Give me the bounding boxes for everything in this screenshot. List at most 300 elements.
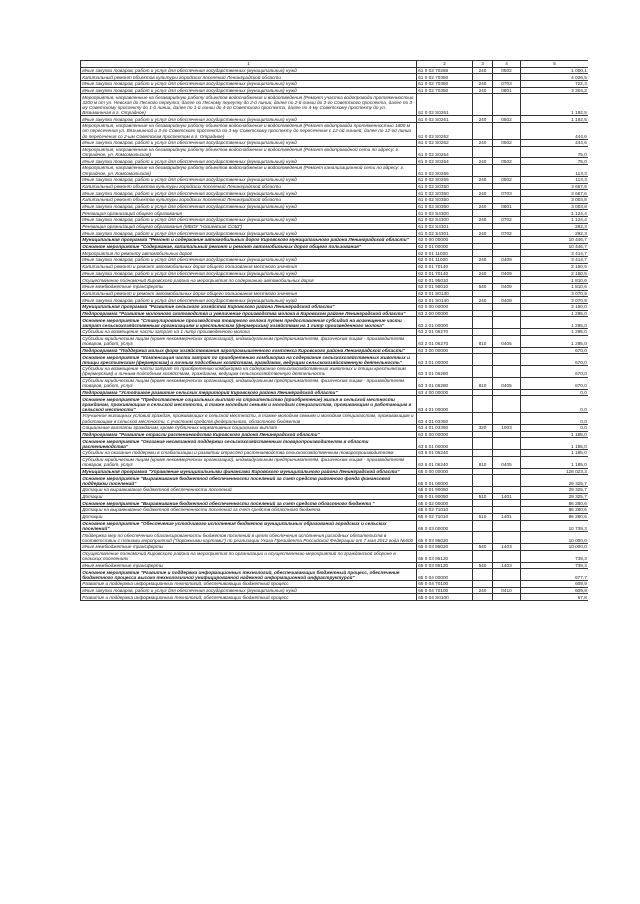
row-name-cell: Основное мероприятие "Выравнивание бюджетной обеспеченности поселений за счет средств районного фонда финансовой поддержки поселений" <box>81 475 417 487</box>
row-section-cell <box>493 74 521 81</box>
row-expense-type-cell <box>473 310 493 317</box>
row-section-cell: 0502 <box>493 176 521 183</box>
row-expense-type-cell <box>473 520 493 532</box>
row-code-cell: 63 5 00 00000 <box>417 431 473 438</box>
row-name-cell: Муниципальная программа "Ремонт и содержание автомобильных дорог Кировского муниципального района Ленинградской области" <box>81 237 417 244</box>
table-row <box>81 493 589 500</box>
row-code-cell: 61 0 02 S0264 <box>417 158 473 165</box>
row-section-cell <box>493 310 521 317</box>
row-section-cell <box>493 431 521 438</box>
row-name-cell: Субсидии юридическим лицам (кроме некоммерческих организаций), индивидуальным предпринимателям, физическим лицам - производителям товаров, работ, услуг <box>81 335 417 347</box>
row-code-cell: 61 0 02 S0350 <box>417 203 473 210</box>
row-name-cell: Развитие и поддержка информационных технологий, обеспечивающих бюджетный процесс <box>81 594 417 601</box>
row-code-cell: 62 0 01 S0140 <box>417 297 473 304</box>
row-amount-cell: 3 003,8 <box>521 196 589 203</box>
table-row <box>81 297 589 304</box>
row-section-cell <box>493 389 521 396</box>
row-name-cell: Социальные выплаты гражданам, кроме публичных нормативных социальных выплат <box>81 424 417 431</box>
row-code-cell: 61 0 02 70265 <box>417 67 473 74</box>
row-section-cell: 0410 <box>493 587 521 594</box>
row-expense-type-cell <box>473 146 493 158</box>
header-cell-vr: 3 <box>473 61 493 68</box>
row-name-cell: Муниципальная программа "Развитие сельского хозяйства Кировского района Ленинградской области" <box>81 303 417 310</box>
table-row <box>81 587 589 594</box>
row-expense-type-cell: 240 <box>473 67 493 74</box>
row-section-cell <box>493 532 521 544</box>
row-name-cell: Основное мероприятие "Оказание несвязанной поддержки сельскохозяйственным товаропроизводителям в области растениеводства" <box>81 438 417 450</box>
row-section-cell <box>493 196 521 203</box>
table-row <box>81 283 589 290</box>
table-row <box>81 377 589 389</box>
row-section-cell: 0405 <box>493 377 521 389</box>
row-amount-cell: 670,0 <box>521 377 589 389</box>
row-name-cell: Субсидии юридическим лицам (кроме некоммерческих организаций), индивидуальным предпринимателям, физическим лицам - производителям товаров, работ, услуг <box>81 456 417 468</box>
row-code-cell: 65 0 01 00000 <box>417 475 473 487</box>
row-amount-cell: 1 185,0 <box>521 450 589 457</box>
table-row <box>81 413 589 425</box>
row-code-cell: 61 0 02 70350 <box>417 74 473 81</box>
row-section-cell: 0502 <box>493 67 521 74</box>
row-expense-type-cell <box>473 581 493 588</box>
table-row <box>81 290 589 297</box>
row-expense-type-cell <box>473 500 493 507</box>
row-code-cell: 61 0 02 70350 <box>417 81 473 88</box>
row-name-cell: Иные закупки товаров, работ и услуг для обеспечения государственных (муниципальных) нужд <box>81 297 417 304</box>
row-expense-type-cell <box>473 431 493 438</box>
row-section-cell: 1401 <box>493 513 521 520</box>
row-expense-type-cell: 240 <box>473 217 493 224</box>
row-section-cell: 0405 <box>493 335 521 347</box>
row-section-cell: 1003 <box>493 424 521 431</box>
row-section-cell <box>493 210 521 217</box>
table-row <box>81 74 589 81</box>
row-code-cell: 61 0 02 S0350 <box>417 196 473 203</box>
row-code-cell: 62 0 01 70140 <box>417 263 473 270</box>
row-name-cell: Поддержка мер по обеспечению сбалансированности бюджетов поселений в целях обеспечения исполнения расходных обязательств в соответствии с планами мероприятий ("дорожными картами") по реализации Указа Президента Российской Федерации от 7 мая 2012 года №600 <box>81 532 417 544</box>
row-name-cell: Мероприятия, направленные на безаварийную работу объектов водоснабжения и водоотведения (Ремонт водопроводной сети по адресу: г. Отрадное, ул. Комсомольская) <box>81 146 417 158</box>
row-name-cell: Иные закупки товаров, работ и услуг для обеспечения государственных (муниципальных) нужд <box>81 67 417 74</box>
row-name-cell: Иные закупки товаров, работ и услуг для обеспечения государственных (муниципальных) нужд <box>81 217 417 224</box>
table-row <box>81 230 589 237</box>
row-name-cell: Иные закупки товаров, работ и услуг для обеспечения государственных (муниципальных) нужд <box>81 87 417 94</box>
row-amount-cell: 0,0 <box>521 424 589 431</box>
table-row <box>81 532 589 544</box>
row-section-cell <box>493 290 521 297</box>
row-code-cell: 63 2 00 00000 <box>417 310 473 317</box>
table-row <box>81 456 589 468</box>
row-expense-type-cell: 540 <box>473 562 493 569</box>
row-code-cell: 61 0 02 S4301 <box>417 230 473 237</box>
row-section-cell: 1403 <box>493 562 521 569</box>
table-row <box>81 310 589 317</box>
row-amount-cell: 67,8 <box>521 594 589 601</box>
row-amount-cell: 1 192,5 <box>521 94 589 116</box>
row-amount-cell: 292,3 <box>521 223 589 230</box>
header-cell-code: 2 <box>417 61 473 68</box>
row-expense-type-cell <box>473 594 493 601</box>
row-amount-cell: 1 295,0 <box>521 329 589 336</box>
row-code-cell: 62 0 01 00000 <box>417 243 473 250</box>
row-expense-type-cell <box>473 396 493 413</box>
row-section-cell <box>493 500 521 507</box>
row-section-cell <box>493 581 521 588</box>
row-amount-cell: 0,0 <box>521 389 589 396</box>
row-section-cell <box>493 550 521 562</box>
row-name-cell: Иные закупки товаров, работ и услуг для обеспечения государственных (муниципальных) нужд <box>81 176 417 183</box>
row-amount-cell: 113,3 <box>521 165 589 177</box>
row-section-cell <box>493 487 521 494</box>
row-name-cell: Иные закупки товаров, работ и услуг для обеспечения государственных (муниципальных) нужд <box>81 203 417 210</box>
table-row <box>81 550 589 562</box>
row-amount-cell: 1 295,0 <box>521 310 589 317</box>
table-row <box>81 94 589 116</box>
table-row <box>81 116 589 123</box>
row-code-cell: 61 0 02 S0262 <box>417 139 473 146</box>
table-row <box>81 257 589 264</box>
row-expense-type-cell: 240 <box>473 158 493 165</box>
row-amount-cell: 1 810,6 <box>521 277 589 284</box>
row-name-cell: Улучшение жилищных условий граждан, проживающих в сельской местности, в также молодым семьям и молодым специалистам, проживающим и работающим в сельской местности, с участием средств федерального, областного бюджетов <box>81 413 417 425</box>
row-expense-type-cell: 240 <box>473 587 493 594</box>
row-code-cell: 62 0 01 11020 <box>417 257 473 264</box>
table-row <box>81 520 589 532</box>
row-expense-type-cell: 240 <box>473 116 493 123</box>
row-expense-type-cell: 240 <box>473 257 493 264</box>
row-section-cell <box>493 237 521 244</box>
row-code-cell: 63 3 00 00000 <box>417 347 473 354</box>
row-expense-type-cell <box>473 389 493 396</box>
row-section-cell <box>493 569 521 581</box>
row-section-cell <box>493 396 521 413</box>
row-name-cell: Основное мероприятие "Предоставление социальных выплат на строительство (приобретение) жилья в сельской местности гражданам, проживающим в сельской местности, в также молодым семьям и молодым специалистам, проживающим и работающим в сельской местности" <box>81 396 417 413</box>
row-code-cell: 65 0 04 70100 <box>417 581 473 588</box>
row-amount-cell: 3 003,8 <box>521 203 589 210</box>
row-amount-cell: 739,3 <box>521 562 589 569</box>
row-section-cell: 0801 <box>493 203 521 210</box>
row-section-cell <box>493 468 521 475</box>
row-amount-cell: 3 667,6 <box>521 190 589 197</box>
table-row <box>81 270 589 277</box>
table-row <box>81 203 589 210</box>
row-expense-type-cell <box>473 290 493 297</box>
row-expense-type-cell <box>473 237 493 244</box>
row-amount-cell: 10 446,7 <box>521 237 589 244</box>
row-expense-type-cell <box>473 165 493 177</box>
row-section-cell: 0703 <box>493 190 521 197</box>
row-name-cell: Иные закупки товаров, работ и услуг для обеспечения государственных (муниципальных) нужд <box>81 257 417 264</box>
table-row <box>81 450 589 457</box>
header-cell-rz: 4 <box>493 61 521 68</box>
row-amount-cell: 3 414,7 <box>521 257 589 264</box>
row-expense-type-cell <box>473 468 493 475</box>
row-expense-type-cell <box>473 487 493 494</box>
row-name-cell: Осуществление полномочий Кировского района на мероприятия по организации и осуществлению мероприятий по гражданской обороне в сельских поселениях <box>81 550 417 562</box>
table-row <box>81 396 589 413</box>
row-code-cell: 61 0 02 S4300 <box>417 210 473 217</box>
row-expense-type-cell <box>473 550 493 562</box>
row-name-cell: Капитальный ремонт и ремонт автомобильных дорог общего пользования местного значения <box>81 263 417 270</box>
row-code-cell: 65 0 03 95120 <box>417 550 473 562</box>
row-name-cell: Подпрограмма "Поддержка малых форм хозяйствования агропромышленного комплекса Кировского района Ленинградской области" <box>81 347 417 354</box>
row-name-cell: Реновация организаций общего образования (МБОУ "Назиевская СОШ") <box>81 223 417 230</box>
row-code-cell: 62 0 00 00000 <box>417 237 473 244</box>
table-row <box>81 67 589 74</box>
row-amount-cell: 1 124,4 <box>521 210 589 217</box>
row-section-cell <box>493 277 521 284</box>
table-row <box>81 196 589 203</box>
row-amount-cell: 128 023,3 <box>521 468 589 475</box>
row-section-cell <box>493 146 521 158</box>
row-name-cell: Дотации на выравнивание бюджетной обеспеченности поселений за счет средств областного бюджета <box>81 507 417 514</box>
table-row <box>81 317 589 329</box>
header-cell-sum: 5 <box>521 61 589 68</box>
row-code-cell: 65 0 02 00000 <box>417 500 473 507</box>
row-name-cell: Капитальный ремонт и ремонт автомобильных дорог общего пользования местного значения <box>81 290 417 297</box>
row-code-cell: 63 5 01 06240 <box>417 450 473 457</box>
row-name-cell: Иные закупки товаров, работ и услуг для обеспечения государственных (муниципальных) нужд <box>81 81 417 88</box>
row-amount-cell: 10 000,0 <box>521 544 589 551</box>
row-section-cell <box>493 243 521 250</box>
row-amount-cell: 1 192,5 <box>521 116 589 123</box>
row-code-cell: 62 0 01 S0140 <box>417 290 473 297</box>
row-amount-cell: 444,6 <box>521 139 589 146</box>
row-code-cell: 61 0 02 S4300 <box>417 217 473 224</box>
row-code-cell: 62 0 01 95010 <box>417 277 473 284</box>
table-row <box>81 562 589 569</box>
row-amount-cell: 1 000,1 <box>521 67 589 74</box>
row-code-cell: 61 0 02 S0265 <box>417 176 473 183</box>
row-code-cell: 61 0 02 S0261 <box>417 116 473 123</box>
row-amount-cell: 3 414,7 <box>521 250 589 257</box>
row-expense-type-cell: 810 <box>473 377 493 389</box>
table-body <box>81 67 589 600</box>
row-section-cell <box>493 223 521 230</box>
row-name-cell: Подпрограмма "Развитие молочного скотоводства и увеличение производства молока в Кировском районе Ленинградской области" <box>81 310 417 317</box>
row-amount-cell: 3 667,6 <box>521 183 589 190</box>
row-amount-cell: 1 185,0 <box>521 431 589 438</box>
row-amount-cell: 29 325,7 <box>521 475 589 487</box>
row-expense-type-cell <box>473 475 493 487</box>
row-code-cell: 63 4 01 00000 <box>417 396 473 413</box>
row-code-cell: 63 2 01 06270 <box>417 335 473 347</box>
row-name-cell: Капитальный ремонт объектов культуры городских поселений Ленинградской области <box>81 74 417 81</box>
row-expense-type-cell: 810 <box>473 335 493 347</box>
row-expense-type-cell: 320 <box>473 424 493 431</box>
table-row <box>81 87 589 94</box>
row-expense-type-cell: 810 <box>473 456 493 468</box>
row-amount-cell: 1 124,4 <box>521 217 589 224</box>
row-amount-cell: 2 150,5 <box>521 270 589 277</box>
row-section-cell <box>493 303 521 310</box>
row-code-cell: 61 0 02 S0265 <box>417 165 473 177</box>
row-code-cell: 63 2 01 00000 <box>417 317 473 329</box>
row-section-cell <box>493 594 521 601</box>
table-row <box>81 277 589 284</box>
table-row <box>81 210 589 217</box>
table-row <box>81 329 589 336</box>
row-amount-cell: 722,3 <box>521 81 589 88</box>
row-section-cell <box>493 354 521 366</box>
row-amount-cell: 0,0 <box>521 396 589 413</box>
table-row <box>81 544 589 551</box>
table-row <box>81 81 589 88</box>
table-row <box>81 243 589 250</box>
table-row <box>81 468 589 475</box>
row-expense-type-cell <box>473 347 493 354</box>
row-section-cell: 0409 <box>493 283 521 290</box>
row-section-cell <box>493 183 521 190</box>
row-name-cell: Мероприятия по ремонту автомобильных дорог <box>81 250 417 257</box>
table-row <box>81 303 589 310</box>
table-row <box>81 581 589 588</box>
table-row <box>81 190 589 197</box>
row-expense-type-cell: 540 <box>473 544 493 551</box>
table-row <box>81 431 589 438</box>
row-expense-type-cell <box>473 183 493 190</box>
row-code-cell: 61 0 02 S0350 <box>417 183 473 190</box>
row-section-cell: 0405 <box>493 456 521 468</box>
row-name-cell: Иные межбюджетные трансферты <box>81 544 417 551</box>
row-amount-cell: 292,3 <box>521 230 589 237</box>
row-name-cell: Дотации <box>81 513 417 520</box>
table-row <box>81 250 589 257</box>
row-name-cell: Основное мероприятие "Компенсация части затрат по приобретению комбикорма на содержание сельскохозяйственных животных и птицы крестьянским (фермерским) и личным подсобным хозяйствам, гражданам, ведущим сельскохозяйственную деятельность" <box>81 354 417 366</box>
row-expense-type-cell <box>473 263 493 270</box>
table-row <box>81 237 589 244</box>
row-code-cell: 62 0 01 95010 <box>417 283 473 290</box>
table-row <box>81 438 589 450</box>
row-name-cell: Основное мероприятие "Развитие и поддержка информационных технологий, обеспечивающих бюджетный процесс, обеспечение бюджетного процесса высоко технологичной унифицированной надежной информационной инфраструктурой" <box>81 569 417 581</box>
row-section-cell: 0502 <box>493 139 521 146</box>
row-expense-type-cell: 240 <box>473 297 493 304</box>
table-row <box>81 366 589 378</box>
row-code-cell: 65 0 04 70100 <box>417 587 473 594</box>
row-amount-cell: 29 325,7 <box>521 493 589 500</box>
row-expense-type-cell: 510 <box>473 513 493 520</box>
row-expense-type-cell <box>473 329 493 336</box>
row-section-cell <box>493 317 521 329</box>
row-name-cell: Подпрограмма "Развитие отрасли растениеводства Кировского района Ленинградской области" <box>81 431 417 438</box>
row-expense-type-cell: 240 <box>473 203 493 210</box>
row-name-cell: Развитие и поддержка информационных технологий, обеспечивающих бюджетный процесс <box>81 581 417 588</box>
row-code-cell: 63 4 00 00000 <box>417 389 473 396</box>
row-expense-type-cell: 240 <box>473 176 493 183</box>
document-page <box>80 60 588 840</box>
row-name-cell: Иные закупки товаров, работ и услуг для обеспечения государственных (муниципальных) нужд <box>81 190 417 197</box>
row-expense-type-cell: 240 <box>473 190 493 197</box>
row-code-cell: 61 0 02 70350 <box>417 87 473 94</box>
row-section-cell <box>493 94 521 116</box>
row-name-cell: Субсидии на возмещение части затрат на 1 литр произведенного молока <box>81 329 417 336</box>
row-amount-cell: 1 295,0 <box>521 317 589 329</box>
row-amount-cell: 10 446,7 <box>521 243 589 250</box>
row-amount-cell: 670,0 <box>521 347 589 354</box>
table-row <box>81 176 589 183</box>
row-name-cell: Основное мероприятие "Стимулирование производства товарного молока путем предоставления субсидий на возмещение части затрат сельскохозяйственным организациям и крестьянским (фермерским) хозяйствам на 1 литр произведенного молока" <box>81 317 417 329</box>
row-code-cell: 65 0 01 90050 <box>417 493 473 500</box>
row-section-cell: 0409 <box>493 297 521 304</box>
row-section-cell <box>493 263 521 270</box>
row-name-cell: Иные закупки товаров, работ и услуг для обеспечения государственных (муниципальных) нужд <box>81 116 417 123</box>
row-name-cell: Реновация организаций общего образования <box>81 210 417 217</box>
row-code-cell: 63 3 01 06280 <box>417 377 473 389</box>
row-code-cell: 63 5 01 06240 <box>417 456 473 468</box>
row-name-cell: Иные межбюджетные трансферты <box>81 283 417 290</box>
row-code-cell: 61 0 02 S4301 <box>417 223 473 230</box>
table-row <box>81 123 589 140</box>
row-amount-cell: 3 070,9 <box>521 297 589 304</box>
row-name-cell: Иные закупки товаров, работ и услуг для обеспечения государственных (муниципальных) нужд <box>81 587 417 594</box>
row-code-cell: 65 0 03 95120 <box>417 562 473 569</box>
header-row <box>81 61 589 68</box>
row-name-cell: Иные закупки товаров, работ и услуг для обеспечения государственных (муниципальных) нужд <box>81 230 417 237</box>
row-amount-cell: 86 280,6 <box>521 500 589 507</box>
row-name-cell: Капитальный ремонт объектов культуры городских поселений Ленинградской области <box>81 183 417 190</box>
row-section-cell <box>493 329 521 336</box>
row-amount-cell: 75,0 <box>521 158 589 165</box>
row-section-cell <box>493 250 521 257</box>
row-amount-cell: 670,0 <box>521 354 589 366</box>
row-code-cell: 63 4 01 03350 <box>417 413 473 425</box>
table-row <box>81 475 589 487</box>
table-row <box>81 139 589 146</box>
row-code-cell: 61 0 02 S0262 <box>417 123 473 140</box>
table-row <box>81 513 589 520</box>
row-section-cell <box>493 366 521 378</box>
row-section-cell <box>493 413 521 425</box>
row-code-cell: 65 0 03 95020 <box>417 544 473 551</box>
row-expense-type-cell <box>473 317 493 329</box>
table-row <box>81 146 589 158</box>
header-cell-name: 1 <box>81 61 417 68</box>
row-code-cell: 63 2 01 06270 <box>417 329 473 336</box>
row-amount-cell: 1 185,0 <box>521 456 589 468</box>
row-expense-type-cell <box>473 123 493 140</box>
row-code-cell: 63 3 01 06280 <box>417 366 473 378</box>
table-row <box>81 594 589 601</box>
table-row <box>81 217 589 224</box>
row-expense-type-cell <box>473 277 493 284</box>
row-expense-type-cell <box>473 250 493 257</box>
row-amount-cell: 86 280,6 <box>521 513 589 520</box>
table-row <box>81 424 589 431</box>
row-code-cell: 65 0 03 95020 <box>417 532 473 544</box>
row-expense-type-cell <box>473 450 493 457</box>
row-name-cell: Основное мероприятие "Обеспечение устойчивого исполнения бюджетов муниципальных образований городских и сельских поселений" <box>81 520 417 532</box>
table-row <box>81 507 589 514</box>
row-name-cell: Дотации на выравнивание бюджетной обеспеченности поселений <box>81 487 417 494</box>
row-amount-cell: 444,6 <box>521 123 589 140</box>
row-amount-cell: 113,3 <box>521 176 589 183</box>
row-amount-cell: 2 150,5 <box>521 263 589 270</box>
table-row <box>81 263 589 270</box>
row-name-cell: Иные закупки товаров, работ и услуг для обеспечения государственных (муниципальных) нужд <box>81 270 417 277</box>
row-expense-type-cell <box>473 532 493 544</box>
row-expense-type-cell <box>473 366 493 378</box>
row-code-cell: 61 0 02 S0350 <box>417 190 473 197</box>
row-code-cell: 63 5 01 00000 <box>417 438 473 450</box>
row-code-cell: 65 0 04 S0100 <box>417 594 473 601</box>
row-section-cell: 0703 <box>493 81 521 88</box>
row-code-cell: 65 0 02 71010 <box>417 513 473 520</box>
row-section-cell: 0409 <box>493 257 521 264</box>
table-row <box>81 500 589 507</box>
row-section-cell: 1401 <box>493 493 521 500</box>
row-name-cell: Подпрограмма "Устойчивое развитие сельских территорий Кировского района Ленинградской области" <box>81 389 417 396</box>
row-amount-cell: 3 304,2 <box>521 87 589 94</box>
table-row <box>81 487 589 494</box>
row-code-cell: 63 0 00 00000 <box>417 303 473 310</box>
